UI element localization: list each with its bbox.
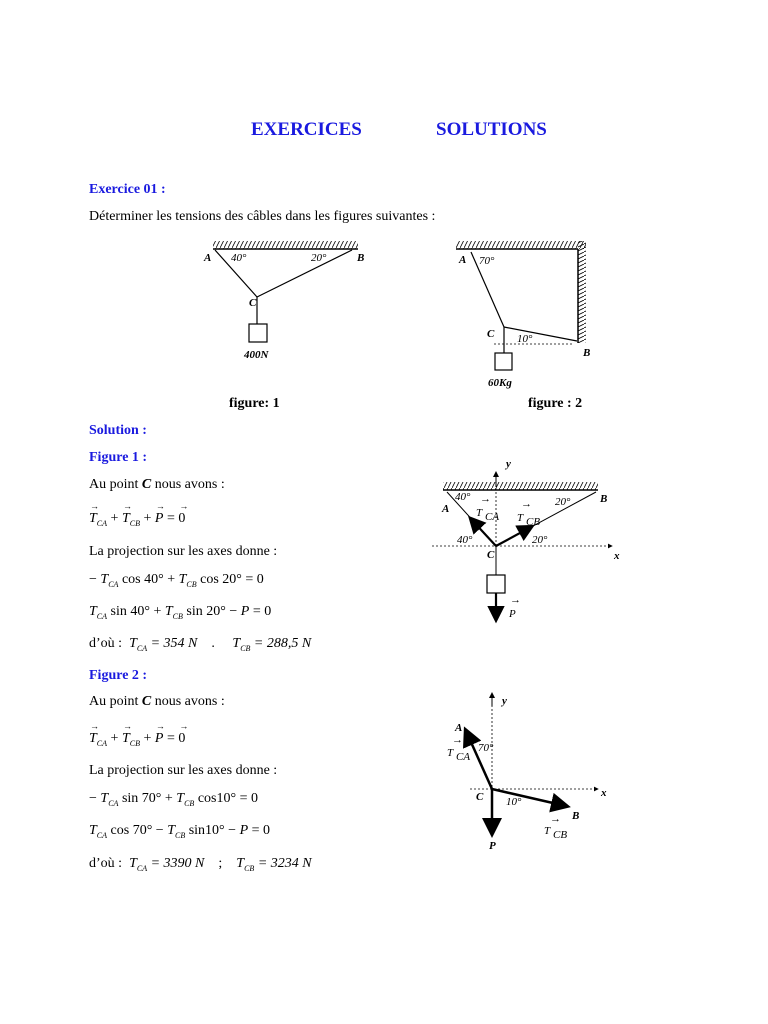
svg-text:P: P bbox=[509, 608, 516, 620]
figure1-eq-x: − $T_{CA}$ $\cos 40^\circ + T_{CB}$ cos 20° = 0 bbox=[89, 572, 264, 589]
svg-text:CA: CA bbox=[456, 751, 471, 763]
caption-figure-2: figure : 2 bbox=[528, 396, 583, 411]
svg-text:→: → bbox=[521, 498, 532, 510]
label-C: C bbox=[249, 297, 257, 309]
svg-text:y: y bbox=[502, 695, 507, 707]
svg-text:→: → bbox=[510, 594, 521, 606]
label-B: B bbox=[357, 252, 365, 264]
figure1-result: d’où : $T_{CA} = 354$ N . $T_{CB} = 288,5$ N bbox=[89, 636, 312, 653]
svg-text:x: x bbox=[614, 550, 620, 562]
figure2-eq-y: $T_{CA}$ $\cos 70^\circ - T_{CB}$ sin10° − P = 0 bbox=[89, 823, 271, 840]
label-A: A bbox=[204, 252, 212, 264]
svg-text:T: T bbox=[447, 747, 454, 759]
svg-text:B: B bbox=[572, 810, 580, 822]
load-label: 400N bbox=[244, 349, 269, 361]
exercise-title: Exercice 01 : bbox=[89, 182, 166, 197]
svg-text:10°: 10° bbox=[506, 796, 522, 808]
solution-title: Solution : bbox=[89, 423, 147, 438]
title-solutions: SOLUTIONS bbox=[436, 119, 547, 140]
figure2-projection: La projection sur les axes donne : bbox=[89, 763, 278, 778]
figure1-eq-y: $T_{CA}$ $\sin 40^\circ + T_{CB}$ sin 20° − P = 0 bbox=[89, 604, 272, 621]
figure1-intro: Au point C nous avons : bbox=[89, 477, 225, 492]
svg-text:70°: 70° bbox=[478, 742, 494, 754]
svg-text:B: B bbox=[583, 347, 591, 359]
angle-40: 40° bbox=[231, 252, 247, 264]
svg-text:C: C bbox=[476, 791, 484, 803]
svg-text:→: → bbox=[480, 493, 491, 505]
svg-text:B: B bbox=[600, 493, 608, 505]
figure1-title: Figure 1 : bbox=[89, 450, 148, 465]
svg-text:C: C bbox=[487, 328, 495, 340]
svg-text:A: A bbox=[455, 722, 463, 734]
svg-text:40°: 40° bbox=[455, 491, 471, 503]
svg-text:A: A bbox=[442, 503, 450, 515]
svg-text:→: → bbox=[452, 734, 463, 746]
svg-text:→: → bbox=[550, 813, 561, 825]
svg-text:70°: 70° bbox=[479, 255, 495, 267]
svg-text:y: y bbox=[506, 458, 511, 470]
svg-text:C: C bbox=[487, 549, 495, 561]
figure1-projection: La projection sur les axes donne : bbox=[89, 544, 278, 559]
svg-text:40°: 40° bbox=[457, 534, 473, 546]
figure2-intro: Au point C nous avons : bbox=[89, 694, 225, 709]
svg-text:20°: 20° bbox=[555, 496, 571, 508]
figure2-result: d’où : $T_{CA} = 3390$ N ; $T_{CB} = 3234$ N bbox=[89, 856, 312, 873]
svg-text:60Kg: 60Kg bbox=[488, 377, 512, 389]
angle-20: 20° bbox=[311, 252, 327, 264]
figure2-eq-x: − $T_{CA}$ $\sin 70^\circ + T_{CB}$ cos10° = 0 bbox=[89, 791, 258, 808]
figure2-title: Figure 2 : bbox=[89, 668, 148, 683]
svg-text:T: T bbox=[517, 512, 524, 524]
svg-text:CA: CA bbox=[485, 511, 500, 523]
svg-text:P: P bbox=[489, 840, 496, 852]
exercise-statement: Déterminer les tensions des câbles dans les figures suivantes : bbox=[89, 209, 436, 224]
svg-text:T: T bbox=[476, 507, 483, 519]
svg-text:CB: CB bbox=[553, 829, 568, 841]
caption-figure-1: figure: 1 bbox=[229, 396, 280, 411]
vector-tcb-2 bbox=[492, 789, 566, 806]
figure1-vector-eq: → $T_{CA}$ + → $T_{CB}$ + → P = → 0 bbox=[89, 511, 185, 528]
svg-text:10°: 10° bbox=[517, 333, 533, 345]
title-exercices: EXERCICES bbox=[251, 119, 362, 140]
svg-text:A: A bbox=[459, 254, 467, 266]
svg-text:20°: 20° bbox=[532, 534, 548, 546]
svg-text:x: x bbox=[601, 787, 607, 799]
svg-text:CB: CB bbox=[526, 516, 541, 528]
svg-text:T: T bbox=[544, 825, 551, 837]
figure2-vector-eq: → $T_{CA}$ + → $T_{CB}$ + → P = → 0 bbox=[89, 731, 185, 748]
